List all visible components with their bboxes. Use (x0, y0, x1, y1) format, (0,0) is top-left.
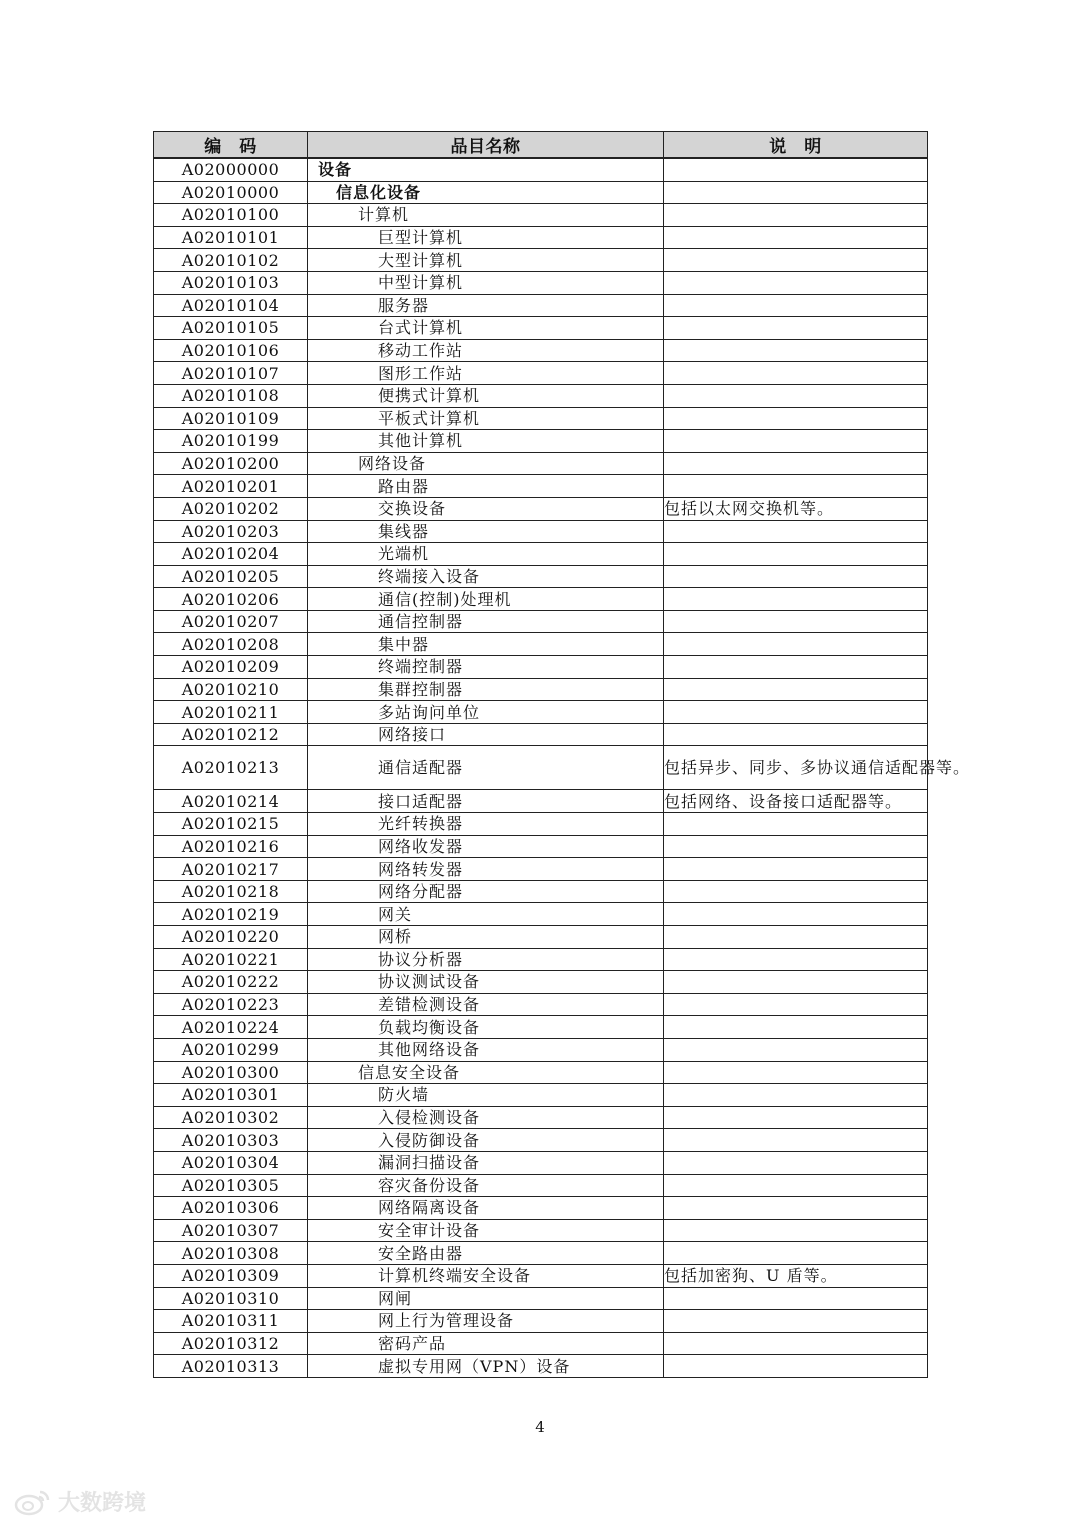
item-name: 网闸 (308, 1287, 664, 1310)
item-note (664, 813, 928, 836)
table-row (154, 1106, 928, 1129)
item-code: A02010106 (154, 339, 308, 362)
table-row (154, 1287, 928, 1310)
item-name: 密码产品 (308, 1332, 664, 1355)
item-code: A02010199 (154, 430, 308, 453)
item-name: 移动工作站 (308, 339, 664, 362)
item-name: 网络分配器 (308, 880, 664, 903)
table-row (154, 588, 928, 611)
item-note (664, 948, 928, 971)
item-name: 便携式计算机 (308, 384, 664, 407)
catalog-table (153, 131, 971, 1378)
item-code: A02010310 (154, 1287, 308, 1310)
item-note (664, 701, 928, 724)
item-code: A02010216 (154, 835, 308, 858)
item-name: 容灾备份设备 (308, 1174, 664, 1197)
item-note (664, 249, 928, 272)
table-row (154, 746, 928, 790)
item-code: A02010202 (154, 497, 308, 520)
table-row (154, 271, 928, 294)
item-name: 网络隔离设备 (308, 1197, 664, 1220)
item-note (664, 678, 928, 701)
item-code: A02010303 (154, 1129, 308, 1152)
table-row (154, 1151, 928, 1174)
item-name: 其他计算机 (308, 430, 664, 453)
item-name: 设备 (308, 158, 664, 181)
table-row (154, 1242, 928, 1265)
item-note (664, 1084, 928, 1107)
item-note (664, 1242, 928, 1265)
item-name: 差错检测设备 (308, 993, 664, 1016)
item-name: 漏洞扫描设备 (308, 1151, 664, 1174)
item-note (664, 1016, 928, 1039)
item-note: 包括异步、同步、多协议通信适配器等。 (664, 746, 928, 790)
table-row (154, 1197, 928, 1220)
item-note (664, 1355, 928, 1378)
item-note (664, 1287, 928, 1310)
item-note (664, 633, 928, 656)
item-name: 防火墙 (308, 1084, 664, 1107)
table-row (154, 317, 928, 340)
item-note: 包括以太网交换机等。 (664, 497, 928, 520)
table-row (154, 204, 928, 227)
table-row (154, 1332, 928, 1355)
table-header-row (154, 132, 928, 159)
item-note (664, 271, 928, 294)
item-name: 集群控制器 (308, 678, 664, 701)
item-name: 终端接入设备 (308, 565, 664, 588)
table-row (154, 407, 928, 430)
table-row (154, 362, 928, 385)
table-row (154, 1016, 928, 1039)
table-row (154, 1310, 928, 1333)
item-note (664, 294, 928, 317)
table-row (154, 520, 928, 543)
item-note (664, 407, 928, 430)
item-code: A02000000 (154, 158, 308, 181)
item-name: 网络转发器 (308, 858, 664, 881)
table-body (154, 158, 971, 1377)
table-row (154, 835, 928, 858)
item-name: 网络接口 (308, 723, 664, 746)
item-code: A02010221 (154, 948, 308, 971)
item-note (664, 543, 928, 566)
table-row (154, 294, 928, 317)
item-code: A02010222 (154, 971, 308, 994)
item-note (664, 1174, 928, 1197)
item-note (664, 1129, 928, 1152)
table-row (154, 1174, 928, 1197)
item-code: A02010312 (154, 1332, 308, 1355)
item-code: A02010308 (154, 1242, 308, 1265)
item-code: A02010101 (154, 226, 308, 249)
item-code: A02010207 (154, 610, 308, 633)
item-code: A02010212 (154, 723, 308, 746)
item-note (664, 880, 928, 903)
item-code: A02010215 (154, 813, 308, 836)
item-note (664, 1038, 928, 1061)
item-name: 交换设备 (308, 497, 664, 520)
item-note (664, 610, 928, 633)
item-note (664, 1106, 928, 1129)
table-row (154, 880, 928, 903)
table-row (154, 678, 928, 701)
item-note (664, 362, 928, 385)
item-code: A02010211 (154, 701, 308, 724)
table-row (154, 723, 928, 746)
item-code: A02010200 (154, 452, 308, 475)
item-name: 集中器 (308, 633, 664, 656)
item-note (664, 317, 928, 340)
item-name: 入侵防御设备 (308, 1129, 664, 1152)
item-note (664, 339, 928, 362)
item-code: A02010309 (154, 1264, 308, 1287)
item-note (664, 1197, 928, 1220)
item-code: A02010109 (154, 407, 308, 430)
table-row (154, 610, 928, 633)
item-name: 通信控制器 (308, 610, 664, 633)
item-note (664, 181, 928, 204)
item-name: 多站询问单位 (308, 701, 664, 724)
item-code: A02010104 (154, 294, 308, 317)
item-note (664, 656, 928, 679)
item-code: A02010208 (154, 633, 308, 656)
table-row (154, 971, 928, 994)
item-code: A02010000 (154, 181, 308, 204)
item-note (664, 1332, 928, 1355)
table-row (154, 249, 928, 272)
item-code: A02010301 (154, 1084, 308, 1107)
item-note (664, 858, 928, 881)
item-note (664, 475, 928, 498)
table-row (154, 1084, 928, 1107)
item-name: 大型计算机 (308, 249, 664, 272)
item-name: 巨型计算机 (308, 226, 664, 249)
item-name: 其他网络设备 (308, 1038, 664, 1061)
table-row (154, 475, 928, 498)
item-code: A02010305 (154, 1174, 308, 1197)
item-code: A02010210 (154, 678, 308, 701)
item-note (664, 903, 928, 926)
table-row (154, 543, 928, 566)
table-row (154, 430, 928, 453)
item-code: A02010304 (154, 1151, 308, 1174)
table-row (154, 1061, 928, 1084)
table-row (154, 813, 928, 836)
table-row (154, 790, 928, 813)
table-row (154, 858, 928, 881)
item-name: 虚拟专用网（VPN）设备 (308, 1355, 664, 1378)
item-note (664, 452, 928, 475)
table-row (154, 903, 928, 926)
table-row (154, 633, 928, 656)
item-name: 服务器 (308, 294, 664, 317)
table-row (154, 701, 928, 724)
table-row (154, 384, 928, 407)
item-name: 计算机 (308, 204, 664, 227)
table-row (154, 993, 928, 1016)
item-code: A02010299 (154, 1038, 308, 1061)
item-code: A02010214 (154, 790, 308, 813)
table-row (154, 497, 928, 520)
item-code: A02010203 (154, 520, 308, 543)
item-note (664, 520, 928, 543)
item-code: A02010223 (154, 993, 308, 1016)
item-name: 接口适配器 (308, 790, 664, 813)
item-name: 中型计算机 (308, 271, 664, 294)
table-row (154, 181, 928, 204)
item-note (664, 723, 928, 746)
item-code: A02010313 (154, 1355, 308, 1378)
item-code: A02010105 (154, 317, 308, 340)
table-row (154, 1264, 928, 1287)
header-name: 品目名称 (308, 132, 664, 159)
item-code: A02010205 (154, 565, 308, 588)
table-row (154, 226, 928, 249)
item-note (664, 158, 928, 181)
header-note: 说 明 (664, 132, 928, 159)
item-code: A02010300 (154, 1061, 308, 1084)
page-number: 4 (535, 1418, 545, 1436)
item-name: 安全审计设备 (308, 1219, 664, 1242)
item-code: A02010204 (154, 543, 308, 566)
item-code: A02010100 (154, 204, 308, 227)
item-note (664, 1310, 928, 1333)
item-code: A02010306 (154, 1197, 308, 1220)
item-note (664, 565, 928, 588)
item-name: 网关 (308, 903, 664, 926)
item-note (664, 588, 928, 611)
table-row (154, 565, 928, 588)
item-code: A02010219 (154, 903, 308, 926)
item-name: 光纤转换器 (308, 813, 664, 836)
item-code: A02010102 (154, 249, 308, 272)
item-note: 包括加密狗、U 盾等。 (664, 1264, 928, 1287)
item-name: 终端控制器 (308, 656, 664, 679)
item-note (664, 835, 928, 858)
item-code: A02010224 (154, 1016, 308, 1039)
table-row (154, 926, 928, 949)
table-row (154, 1355, 928, 1378)
item-code: A02010108 (154, 384, 308, 407)
item-name: 负载均衡设备 (308, 1016, 664, 1039)
item-name: 通信(控制)处理机 (308, 588, 664, 611)
item-note (664, 430, 928, 453)
header-code: 编 码 (154, 132, 308, 159)
item-note (664, 1151, 928, 1174)
item-note (664, 1219, 928, 1242)
item-code: A02010311 (154, 1310, 308, 1333)
item-name: 协议分析器 (308, 948, 664, 971)
item-note (664, 971, 928, 994)
table-row (154, 158, 928, 181)
item-code: A02010213 (154, 746, 308, 790)
item-code: A02010307 (154, 1219, 308, 1242)
item-name: 网络收发器 (308, 835, 664, 858)
item-note (664, 384, 928, 407)
item-code: A02010302 (154, 1106, 308, 1129)
table-row (154, 452, 928, 475)
item-code: A02010218 (154, 880, 308, 903)
item-note (664, 993, 928, 1016)
table-row (154, 1038, 928, 1061)
item-note (664, 926, 928, 949)
item-code: A02010103 (154, 271, 308, 294)
item-note: 包括网络、设备接口适配器等。 (664, 790, 928, 813)
item-code: A02010206 (154, 588, 308, 611)
item-name: 计算机终端安全设备 (308, 1264, 664, 1287)
item-name: 安全路由器 (308, 1242, 664, 1265)
item-name: 协议测试设备 (308, 971, 664, 994)
table-row (154, 1219, 928, 1242)
table-row (154, 948, 928, 971)
item-code: A02010107 (154, 362, 308, 385)
item-code: A02010217 (154, 858, 308, 881)
item-note (664, 226, 928, 249)
table-row (154, 1129, 928, 1152)
item-name: 台式计算机 (308, 317, 664, 340)
item-code: A02010220 (154, 926, 308, 949)
watermark (14, 1486, 146, 1517)
item-note (664, 1061, 928, 1084)
item-name: 光端机 (308, 543, 664, 566)
item-name: 网络设备 (308, 452, 664, 475)
item-name: 网桥 (308, 926, 664, 949)
item-name: 通信适配器 (308, 746, 664, 790)
item-name: 入侵检测设备 (308, 1106, 664, 1129)
item-note (664, 204, 928, 227)
table-row (154, 656, 928, 679)
item-name: 网上行为管理设备 (308, 1310, 664, 1333)
item-name: 路由器 (308, 475, 664, 498)
item-name: 图形工作站 (308, 362, 664, 385)
item-name: 集线器 (308, 520, 664, 543)
weibo-logo-icon (14, 1488, 52, 1516)
item-name: 信息化设备 (308, 181, 664, 204)
item-code: A02010209 (154, 656, 308, 679)
item-name: 信息安全设备 (308, 1061, 664, 1084)
item-code: A02010201 (154, 475, 308, 498)
table-row (154, 339, 928, 362)
watermark-text: 大数跨境 (58, 1491, 147, 1516)
item-name: 平板式计算机 (308, 407, 664, 430)
